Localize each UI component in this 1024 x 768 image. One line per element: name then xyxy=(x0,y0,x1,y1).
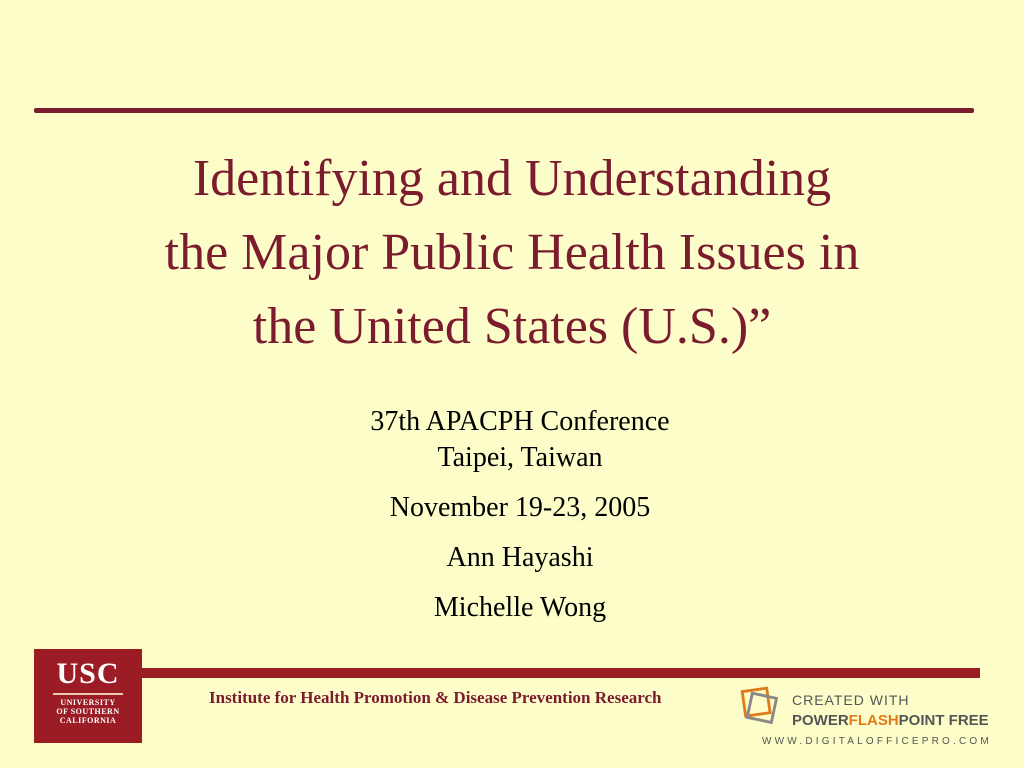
title-line-1: Identifying and Understanding xyxy=(192,150,832,207)
logo-abbr: USC xyxy=(56,657,120,690)
author-2: Michelle Wong xyxy=(433,592,607,623)
author-1: Ann Hayashi xyxy=(446,542,594,573)
watermark-created-with: CREATED WITH xyxy=(792,692,910,708)
top-divider xyxy=(34,108,974,113)
brand-power: POWER xyxy=(792,712,849,729)
brand-flash: FLASH xyxy=(848,712,899,729)
watermark-badge xyxy=(738,684,1008,754)
slide-title xyxy=(40,142,984,364)
bottom-divider xyxy=(142,668,980,678)
title-line-3: the United States (U.S.)” xyxy=(252,298,772,355)
logo-line-1: UNIVERSITY xyxy=(60,698,116,707)
conference-date: November 19-23, 2005 xyxy=(389,492,651,523)
logo-rule xyxy=(53,693,123,695)
powerflashpoint-logo-icon xyxy=(740,686,778,724)
logo-line-2: OF SOUTHERN xyxy=(56,707,120,716)
conference-location: Taipei, Taiwan xyxy=(437,442,603,473)
logo-line-3: CALIFORNIA xyxy=(59,716,117,725)
usc-logo xyxy=(34,649,142,743)
watermark-brand xyxy=(792,712,989,729)
title-line-2: the Major Public Health Issues in xyxy=(164,224,860,281)
brand-pointfree: POINT FREE xyxy=(898,712,989,729)
footer-institute: Institute for Health Promotion & Disease Prevention Research xyxy=(209,688,662,707)
slide-subtitle xyxy=(220,404,820,626)
watermark-url: WWW.DIGITALOFFICEPRO.COM xyxy=(762,736,992,747)
conference-name: 37th APACPH Conference xyxy=(370,406,670,437)
